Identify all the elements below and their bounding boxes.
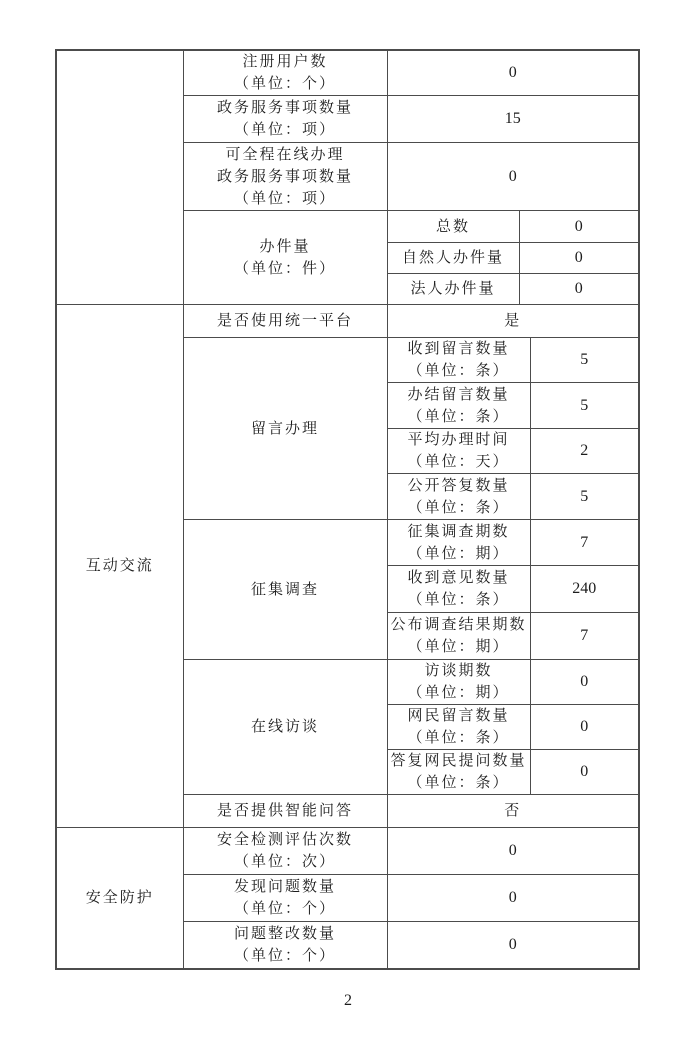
label-unit-line: （单位：个） (233, 947, 336, 964)
label-line: 访谈期数 (424, 663, 493, 679)
label-line: 办件量 (259, 238, 311, 255)
registered-users-value-cell: 0 (387, 50, 639, 96)
label-line: 政务服务事项数量 (216, 168, 353, 185)
online-service-items-value-cell: 0 (387, 143, 639, 211)
case-volume-natural-value-cell: 0 (519, 243, 639, 274)
label-line: 公开答复数量 (407, 477, 510, 494)
label-unit-line: （单位：个） (233, 901, 336, 917)
messages-completed-value-cell: 5 (530, 383, 639, 429)
label-unit-line: （单位：次） (233, 854, 336, 870)
service-items-label-cell (183, 96, 387, 143)
case-volume-legal-label-cell: 法人办件量 (387, 274, 519, 305)
label-line: 问题整改数量 (233, 925, 336, 942)
unified-platform-label-cell: 是否使用统一平台 (183, 305, 387, 338)
label-unit-line: （单位：项） (233, 122, 336, 138)
statistics-table (55, 49, 640, 970)
registered-users-label-cell (183, 50, 387, 96)
smart-qa-label-cell: 是否提供智能问答 (183, 795, 387, 828)
label-unit-line: （单位：期） (407, 639, 510, 655)
messages-completed-label-cell (387, 383, 530, 429)
case-volume-total-label-cell: 总数 (387, 211, 519, 243)
label-unit-line: （单位：条） (407, 775, 510, 791)
page-number: 2 (344, 992, 352, 1009)
security-assessments-value-cell: 0 (387, 828, 639, 875)
netizen-messages-value-cell: 0 (530, 705, 639, 750)
netizen-messages-label-cell (387, 705, 530, 750)
label-unit-line: （单位：项） (233, 190, 336, 207)
label-unit-line: （单位：条） (407, 363, 510, 379)
opinions-received-label-cell (387, 566, 530, 613)
label-unit-line: （单位：期） (407, 545, 510, 562)
questions-answered-label-cell (387, 750, 530, 795)
label-line: 注册用户数 (242, 54, 328, 70)
message-handling-label-cell: 留言办理 (183, 338, 387, 520)
case-volume-label-cell (183, 211, 387, 305)
label-unit-line: （单位：期） (407, 685, 510, 701)
results-published-value-cell: 7 (530, 613, 639, 660)
label-unit-line: （单位：天） (407, 454, 510, 470)
public-replies-label-cell (387, 474, 530, 520)
label-line: 可全程在线办理 (225, 146, 345, 163)
issues-found-value-cell: 0 (387, 875, 639, 922)
issues-rectified-value-cell: 0 (387, 922, 639, 969)
survey-periods-label-cell (387, 520, 530, 566)
category-cell-empty (56, 50, 183, 305)
label-line: 答复网民提问数量 (390, 753, 527, 769)
category-cell-security: 安全防护 (56, 828, 183, 969)
label-line: 办结留言数量 (407, 386, 510, 403)
category-cell-interaction: 互动交流 (56, 305, 183, 828)
label-unit-line: （单位：条） (407, 408, 510, 425)
security-assessments-label-cell (183, 828, 387, 875)
label-line: 发现问题数量 (233, 879, 336, 895)
avg-handling-time-value-cell: 2 (530, 429, 639, 474)
service-items-value-cell: 15 (387, 96, 639, 143)
label-line: 政务服务事项数量 (216, 100, 353, 116)
avg-handling-time-label-cell (387, 429, 530, 474)
label-line: 收到意见数量 (407, 570, 510, 586)
online-interviews-label-cell: 在线访谈 (183, 660, 387, 795)
interview-periods-value-cell: 0 (530, 660, 639, 705)
label-line: 网民留言数量 (407, 708, 510, 724)
label-line: 安全检测评估次数 (216, 832, 353, 848)
label-line: 征集调查期数 (407, 523, 510, 540)
case-volume-total-value-cell: 0 (519, 211, 639, 243)
label-line: 公布调查结果期数 (390, 617, 527, 633)
label-unit-line: （单位：条） (407, 730, 510, 746)
results-published-label-cell (387, 613, 530, 660)
label-unit-line: （单位：条） (407, 499, 510, 516)
opinions-received-value-cell: 240 (530, 566, 639, 613)
issues-found-label-cell (183, 875, 387, 922)
unified-platform-value-cell: 是 (387, 305, 639, 338)
label-unit-line: （单位：条） (407, 592, 510, 608)
label-line: 平均办理时间 (407, 432, 510, 448)
interview-periods-label-cell (387, 660, 530, 705)
public-replies-value-cell: 5 (530, 474, 639, 520)
label-line: 收到留言数量 (407, 341, 510, 357)
case-volume-natural-label-cell: 自然人办件量 (387, 243, 519, 274)
label-unit-line: （单位：件） (233, 260, 336, 277)
issues-rectified-label-cell (183, 922, 387, 969)
label-unit-line: （单位：个） (233, 76, 336, 92)
smart-qa-value-cell: 否 (387, 795, 639, 828)
survey-periods-value-cell: 7 (530, 520, 639, 566)
case-volume-legal-value-cell: 0 (519, 274, 639, 305)
messages-received-value-cell: 5 (530, 338, 639, 383)
questions-answered-value-cell: 0 (530, 750, 639, 795)
online-service-items-label-cell (183, 143, 387, 211)
surveys-label-cell: 征集调查 (183, 520, 387, 660)
messages-received-label-cell (387, 338, 530, 383)
